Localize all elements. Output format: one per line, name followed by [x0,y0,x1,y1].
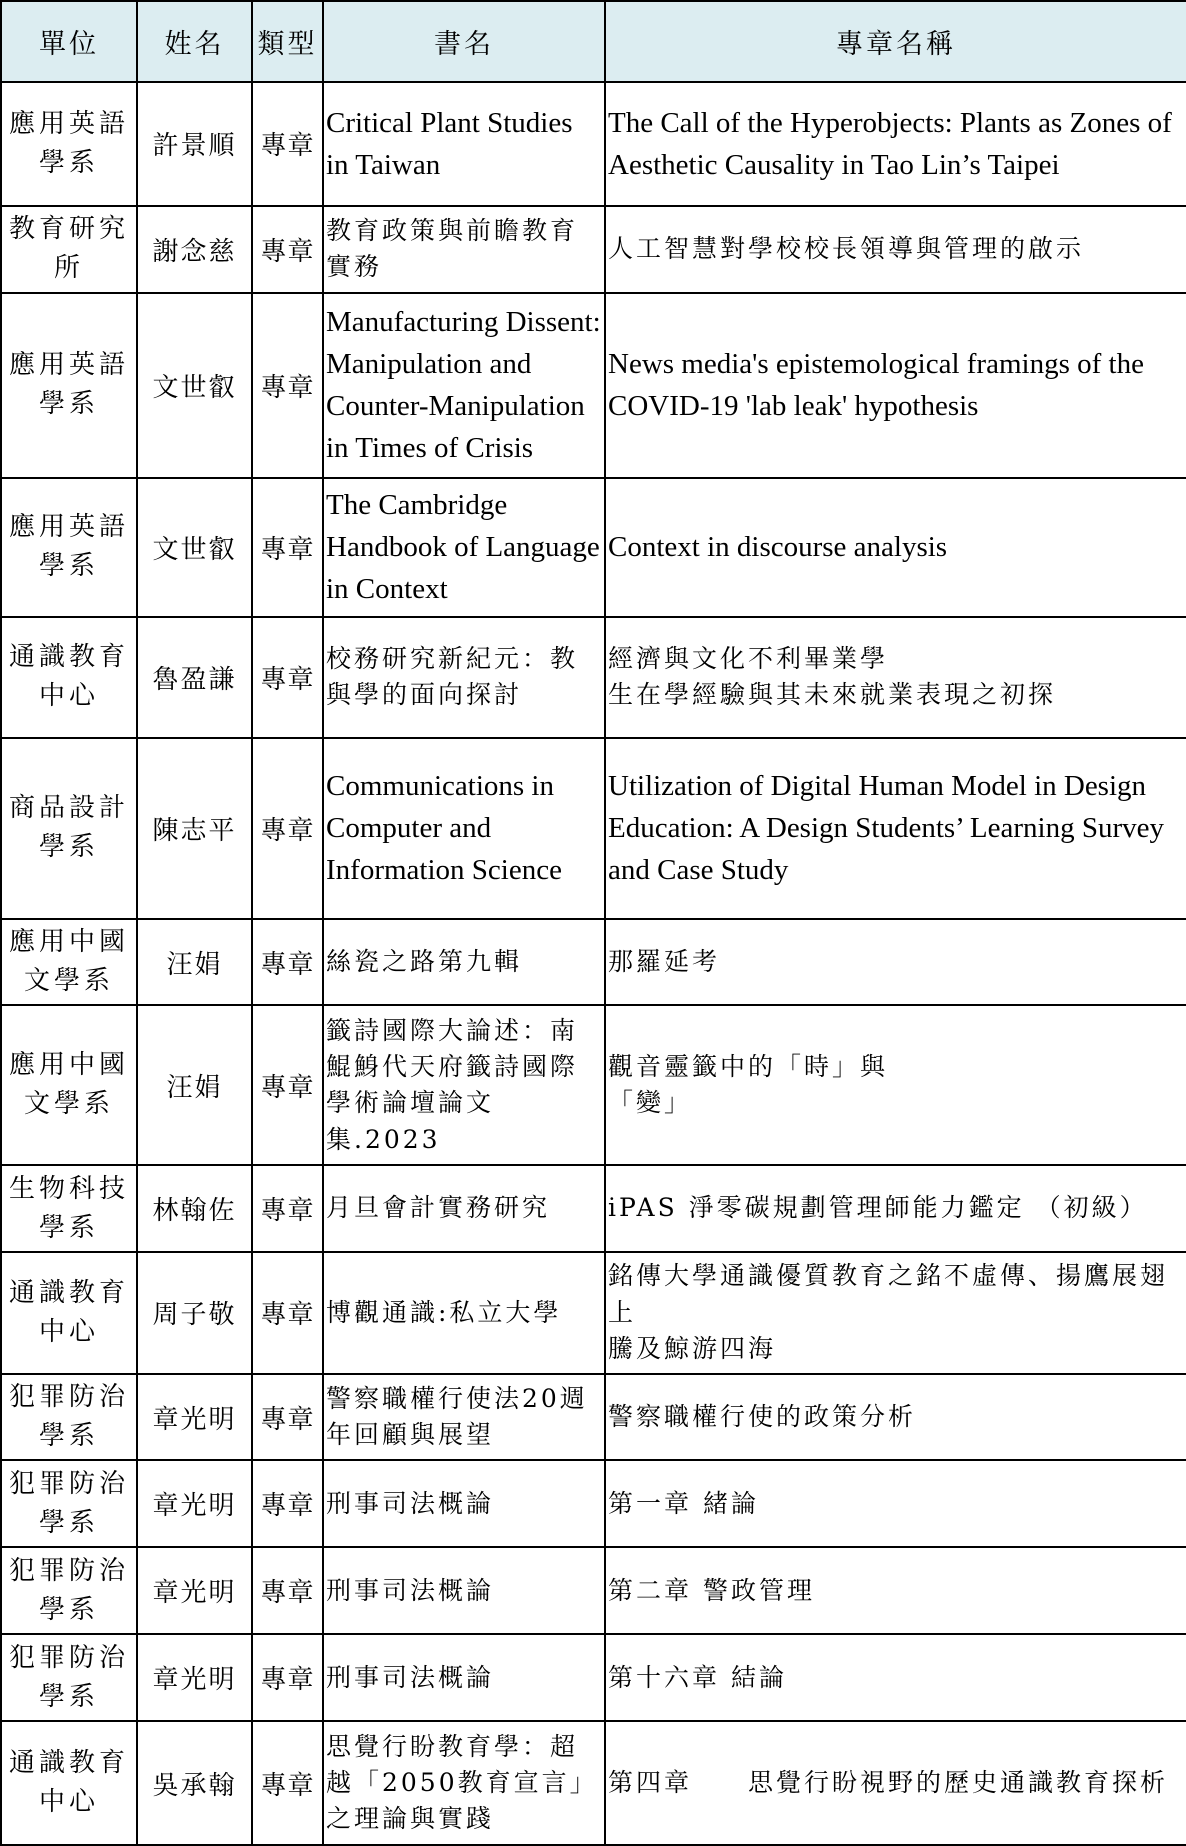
table-row [1,82,1186,206]
table-row [1,919,1186,1006]
table-row [1,1252,1186,1374]
unit-line: 犯罪防治 [8,1382,129,1413]
table-row [1,1634,1186,1721]
cell-type: 專章 [252,919,323,1006]
unit-line: 通識教育 [8,1748,129,1779]
cell-chapter-title [605,1721,1186,1845]
cell-type: 專章 [252,1721,323,1845]
chapter-line: Context in discourse analysis [608,531,948,564]
cell-book-title: 校務研究新紀元：教與學的面向探討 [323,617,605,739]
cell-unit [1,82,137,206]
cell-author-name: 魯盈謙 [137,617,252,739]
unit-line: 學系 [38,147,99,178]
cell-type: 專章 [252,1374,323,1461]
cell-author-name: 吳承翰 [137,1721,252,1845]
cell-chapter-title [605,919,1186,1006]
unit-line: 學系 [38,1594,99,1625]
cell-author-name: 汪娟 [137,1005,252,1165]
header-unit: 單位 [1,1,137,82]
unit-line: 所 [53,253,84,284]
cell-unit [1,478,137,617]
unit-line: 學系 [38,389,99,420]
cell-type: 專章 [252,82,323,206]
unit-line: 學系 [38,832,99,863]
cell-author-name: 章光明 [137,1547,252,1634]
unit-line: 應用中國 [8,927,129,957]
unit-line: 中心 [38,681,99,712]
cell-book-title: 博觀通識:私立大學 [323,1252,605,1374]
chapter-line: 「變」 [608,1088,693,1118]
unit-line: 學系 [38,1507,99,1538]
unit-line: 商品設計 [8,793,129,824]
header-name: 姓名 [137,1,252,82]
cell-author-name: 陳志平 [137,738,252,918]
cell-chapter-title [605,1634,1186,1721]
cell-chapter-title [605,1165,1186,1252]
unit-line: 中心 [38,1316,99,1347]
cell-book-title: 思覺行盼教育學：超越「2050教育宣言」之理論與實踐 [323,1721,605,1845]
cell-author-name: 章光明 [137,1374,252,1461]
cell-book-title: 籤詩國際大論述：南鯤鯓代天府籤詩國際學術論壇論文集.2023 [323,1005,605,1165]
chapter-line: 銘傳大學通識優質教育之銘不虛傳、揚鷹展翅上 [608,1261,1169,1327]
unit-line: 文學系 [23,966,114,996]
unit-line: 應用英語 [8,108,129,139]
table-row [1,1460,1186,1547]
header-chapter-title: 專章名稱 [605,1,1186,82]
table-row [1,1374,1186,1461]
cell-author-name: 謝念慈 [137,206,252,293]
cell-type: 專章 [252,1165,323,1252]
cell-book-title: 教育政策與前瞻教育實務 [323,206,605,293]
unit-line: 生物科技 [8,1173,129,1204]
cell-book-title: The Cambridge Handbook of Language in Context [323,478,605,617]
cell-unit [1,293,137,478]
cell-book-title: Manufacturing Dissent: Manipulation and Counter-Manipulation in Times of Crisis [323,293,605,478]
cell-chapter-title [605,293,1186,478]
unit-line: 學系 [38,551,99,582]
cell-type: 專章 [252,1547,323,1634]
unit-line: 文學系 [23,1089,114,1120]
table-row [1,1005,1186,1165]
cell-book-title: 刑事司法概論 [323,1634,605,1721]
unit-line: 通識教育 [8,642,129,673]
table-body [1,82,1186,1845]
cell-type: 專章 [252,206,323,293]
cell-type: 專章 [252,1460,323,1547]
cell-unit [1,738,137,918]
chapter-line: 第一章 緒論 [608,1488,759,1518]
unit-line: 犯罪防治 [8,1555,129,1586]
chapter-line: 第四章 思覺行盼視野的歷史通識教育探析 [608,1767,1169,1797]
cell-author-name: 章光明 [137,1634,252,1721]
unit-line: 學系 [38,1421,99,1452]
cell-chapter-title [605,82,1186,206]
table-row [1,478,1186,617]
cell-author-name: 文世叡 [137,478,252,617]
cell-unit [1,919,137,1006]
cell-type: 專章 [252,478,323,617]
cell-author-name: 林翰佐 [137,1165,252,1252]
chapter-line: 第二章 警政管理 [608,1575,815,1605]
cell-type: 專章 [252,293,323,478]
chapter-line: 第十六章 結論 [608,1662,787,1692]
unit-line: 應用英語 [8,512,129,543]
cell-type: 專章 [252,1252,323,1374]
unit-line: 教育研究 [8,214,129,245]
cell-unit [1,617,137,739]
cell-type: 專章 [252,738,323,918]
header-row [1,1,1186,82]
cell-author-name: 周子敬 [137,1252,252,1374]
cell-author-name: 許景順 [137,82,252,206]
cell-unit [1,1634,137,1721]
chapter-line: 生在學經驗與其未來就業表現之初探 [608,680,1057,710]
table-row [1,738,1186,918]
chapter-line: iPAS 淨零碳規劃管理師能力鑑定 （初級） [608,1193,1148,1223]
unit-line: 應用中國 [8,1050,129,1081]
cell-author-name: 汪娟 [137,919,252,1006]
cell-unit [1,1252,137,1374]
chapter-line: 經濟與文化不利畢業學 [608,644,889,674]
cell-author-name: 章光明 [137,1460,252,1547]
header-book-title: 書名 [323,1,605,82]
unit-line: 犯罪防治 [8,1468,129,1499]
table-row [1,206,1186,293]
chapter-line: News media's epistemological framings of the COVID-19 'lab leak' hypothesis [608,348,1144,423]
cell-chapter-title [605,738,1186,918]
table-row [1,617,1186,739]
unit-line: 中心 [38,1787,99,1818]
chapter-line: The Call of the Hyperobjects: Plants as Zones of Aesthetic Causality in Tao Lin’s Taipei [608,106,1172,181]
unit-line: 犯罪防治 [8,1642,129,1673]
unit-line: 學系 [38,1681,99,1712]
cell-unit [1,1721,137,1845]
cell-chapter-title [605,206,1186,293]
unit-line: 應用英語 [8,350,129,381]
table-row [1,1721,1186,1845]
table-row [1,293,1186,478]
cell-book-title: 警察職權行使法20週年回顧與展望 [323,1374,605,1461]
cell-chapter-title [605,1005,1186,1165]
chapter-line: 人工智慧對學校校長領導與管理的啟示 [608,234,1085,264]
cell-book-title: 月旦會計實務研究 [323,1165,605,1252]
cell-type: 專章 [252,1634,323,1721]
cell-unit [1,1460,137,1547]
chapter-line: Utilization of Digital Human Model in Design Education: A Design Students’ Learning Survey and Case Study [608,770,1165,887]
cell-author-name: 文世叡 [137,293,252,478]
cell-type: 專章 [252,617,323,739]
table-row [1,1547,1186,1634]
cell-unit [1,1374,137,1461]
cell-chapter-title [605,1374,1186,1461]
cell-chapter-title [605,478,1186,617]
cell-unit [1,206,137,293]
cell-chapter-title [605,617,1186,739]
chapter-line: 觀音靈籤中的「時」與 [608,1052,889,1081]
cell-unit [1,1005,137,1165]
chapter-line: 騰及鯨游四海 [608,1333,777,1363]
cell-book-title: 刑事司法概論 [323,1460,605,1547]
cell-type: 專章 [252,1005,323,1165]
unit-line: 學系 [38,1212,99,1243]
chapter-line: 警察職權行使的政策分析 [608,1401,917,1431]
cell-unit [1,1547,137,1634]
cell-chapter-title [605,1460,1186,1547]
chapter-line: 那羅延考 [608,946,721,976]
cell-chapter-title [605,1547,1186,1634]
cell-book-title: Critical Plant Studies in Taiwan [323,82,605,206]
cell-book-title: 刑事司法概論 [323,1547,605,1634]
cell-chapter-title [605,1252,1186,1374]
cell-book-title: 絲瓷之路第九輯 [323,919,605,1006]
cell-unit [1,1165,137,1252]
unit-line: 通識教育 [8,1277,129,1308]
table-row [1,1165,1186,1252]
cell-book-title: Communications in Computer and Information Science [323,738,605,918]
header-type: 類型 [252,1,323,82]
